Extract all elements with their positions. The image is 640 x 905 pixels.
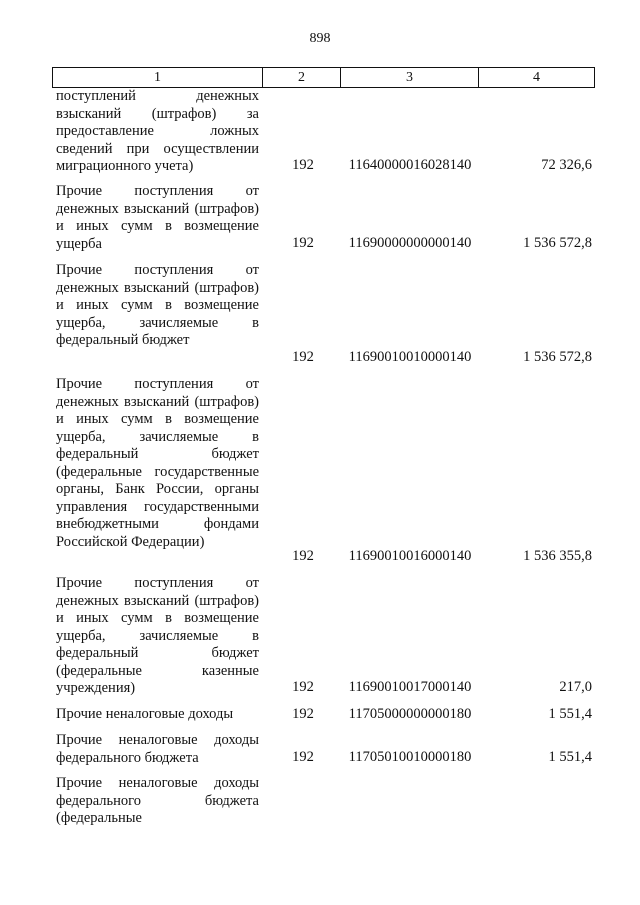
row-amount: 1 551,4	[548, 706, 592, 722]
row-description: Прочие поступления от денежных взысканий (штрафов) и иных сумм в возмещение ущерба, зачисляемые в федеральный бюджет	[56, 262, 259, 348]
row-budget-code: 11690010017000140	[348, 679, 472, 695]
row-budget-code: 11705010010000180	[348, 749, 472, 765]
header-col-3: 3	[341, 68, 479, 87]
row-description: Прочие поступления от денежных взысканий (штрафов) и иных сумм в возмещение ущерба	[56, 183, 259, 252]
row-administrator-code: 192	[292, 235, 314, 251]
row-description: Прочие неналоговые доходы	[56, 706, 234, 722]
row-amount: 1 536 355,8	[523, 548, 592, 564]
row-amount: 217,0	[559, 679, 592, 695]
row-administrator-code: 192	[292, 706, 314, 722]
row-administrator-code: 192	[292, 349, 314, 365]
row-administrator-code: 192	[292, 157, 314, 173]
row-budget-code: 11690000000000140	[348, 235, 472, 251]
row-administrator-code: 192	[292, 679, 314, 695]
table-header	[52, 67, 595, 88]
row-budget-code: 11690010016000140	[348, 548, 472, 564]
row-description: Прочие неналоговые доходы федерального бюджета	[56, 732, 259, 766]
row-description: Прочие поступления от денежных взысканий (штрафов) и иных сумм в возмещение ущерба, зачисляемые в федеральный бюджет (федеральные казенные учреждения)	[56, 575, 259, 696]
header-col-1: 1	[53, 68, 263, 87]
row-description: поступлений денежных взысканий (штрафов) за предоставление ложных сведений при осуществлении миграционного учета)	[56, 88, 259, 174]
row-amount: 1 536 572,8	[523, 349, 592, 365]
row-budget-code: 11640000016028140	[348, 157, 472, 173]
header-col-2: 2	[263, 68, 341, 87]
row-description: Прочие поступления от денежных взысканий (штрафов) и иных сумм в возмещение ущерба, зачисляемые в федеральный бюджет (федеральные государственные органы, Банк России, органы управления государственными внебюджетными фондами Российской Федерации)	[56, 376, 259, 550]
row-administrator-code: 192	[292, 749, 314, 765]
row-amount: 1 536 572,8	[523, 235, 592, 251]
row-amount: 72 326,6	[541, 157, 592, 173]
header-col-4: 4	[533, 69, 540, 85]
row-amount: 1 551,4	[548, 749, 592, 765]
row-administrator-code: 192	[292, 548, 314, 564]
row-description: Прочие неналоговые доходы федерального бюджета (федеральные	[56, 775, 259, 826]
page-number: 898	[309, 31, 331, 46]
row-budget-code: 11705000000000180	[348, 706, 472, 722]
row-budget-code: 11690010010000140	[348, 349, 472, 365]
